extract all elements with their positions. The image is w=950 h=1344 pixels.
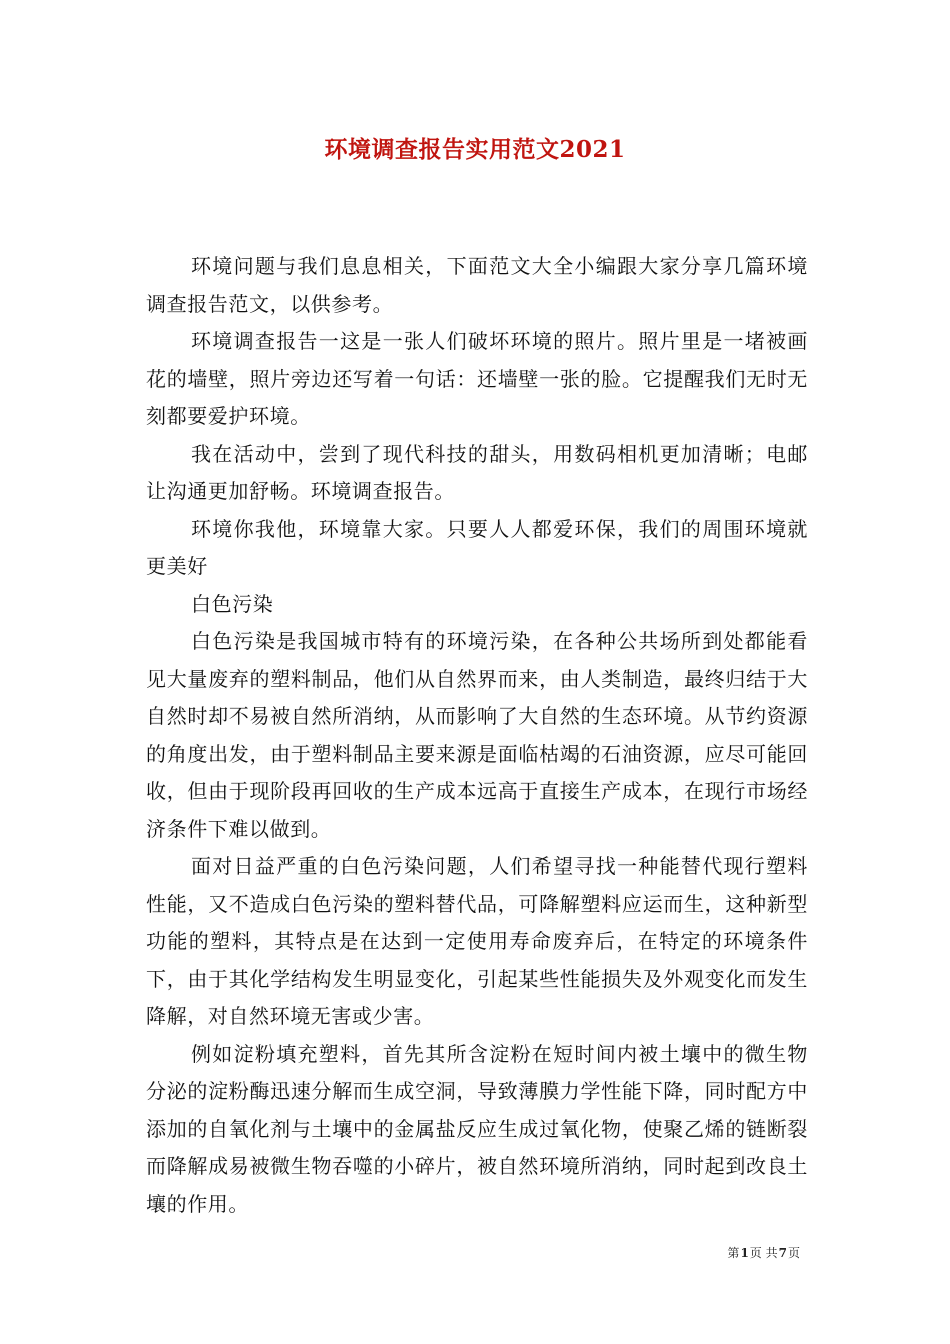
paragraph: 白色污染是我国城市特有的环境污染，在各种公共场所到处都能看见大量废弃的塑料制品，他们从自然界而来，由人类制造，最终归结于大自然时却不易被自然所消纳，从而影响了大自然的生态环境。从节约资源的角度出发，由于塑料制品主要来源是面临枯竭的石油资源，应尽可能回收，但由于现阶段再回收的生产成本远高于直接生产成本，在现行市场经济条件下难以做到。 bbox=[146, 629, 808, 841]
paragraph: 我在活动中，尝到了现代科技的甜头，用数码相机更加清晰；电邮让沟通更加舒畅。环境调查报告。 bbox=[146, 441, 808, 503]
document-body bbox=[146, 248, 808, 1223]
paragraph: 面对日益严重的白色污染问题，人们希望寻找一种能替代现行塑料性能，又不造成白色污染的塑料替代品，可降解塑料应运而生，这种新型功能的塑料，其特点是在达到一定使用寿命废弃后，在特定的环境条件下，由于其化学结构发生明显变化，引起某些性能损失及外观变化而发生降解，对自然环境无害或少害。 bbox=[146, 854, 808, 1028]
paragraph: 例如淀粉填充塑料，首先其所含淀粉在短时间内被土壤中的微生物分泌的淀粉酶迅速分解而生成空洞，导致薄膜力学性能下降，同时配方中添加的自氧化剂与土壤中的金属盐反应生成过氧化物，使聚乙烯的链断裂而降解成易被微生物吞噬的小碎片，被自然环境所消纳，同时起到改良土壤的作用。 bbox=[146, 1041, 808, 1216]
footer-prefix: 第 bbox=[727, 1246, 740, 1260]
footer-middle: 页 共 bbox=[749, 1246, 778, 1260]
footer-suffix: 页 bbox=[787, 1246, 800, 1260]
paragraph: 环境问题与我们息息相关，下面范文大全小编跟大家分享几篇环境调查报告范文，以供参考。 bbox=[146, 254, 808, 316]
current-page-number: 1 bbox=[740, 1246, 749, 1260]
section-heading: 白色污染 bbox=[191, 591, 274, 616]
page-footer bbox=[727, 1245, 800, 1261]
paragraph: 环境调查报告一这是一张人们破坏环境的照片。照片里是一堵被画花的墙壁，照片旁边还写着一句话：还墙壁一张的脸。它提醒我们无时无刻都要爱护环境。 bbox=[146, 329, 808, 428]
document-title: 环境调查报告实用范文2021 bbox=[324, 136, 626, 163]
paragraph: 环境你我他，环境靠大家。只要人人都爱环保，我们的周围环境就更美好 bbox=[146, 516, 808, 578]
total-pages-number: 7 bbox=[778, 1246, 787, 1260]
